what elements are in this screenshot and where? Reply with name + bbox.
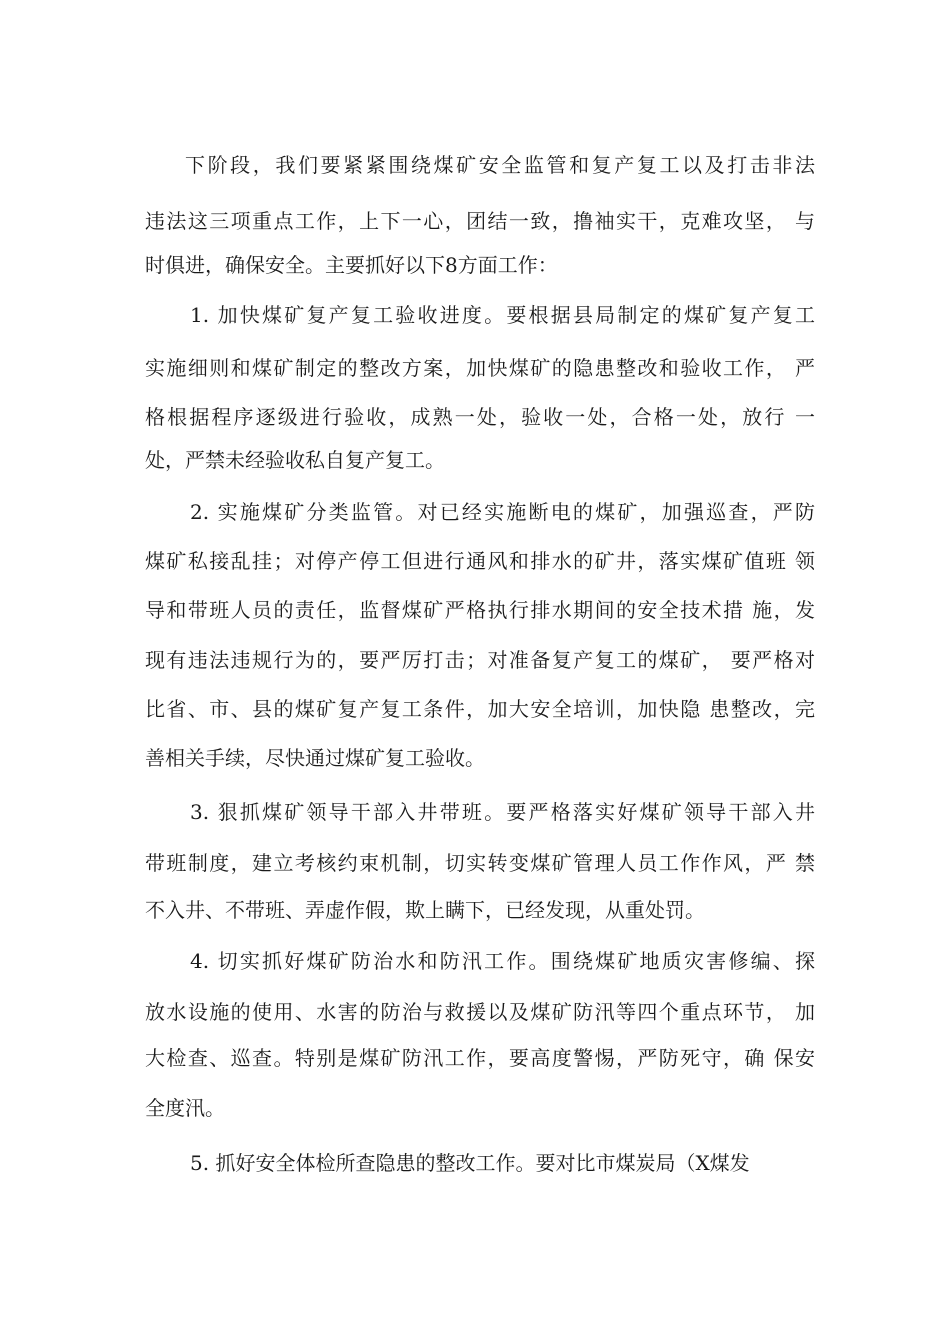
paragraph-4-line-2: 带班制度，建立考核约束机制，切实转变煤矿管理人员工作作风，严 禁 bbox=[145, 851, 815, 875]
paragraph-2-line-1: 1. 加快煤矿复产复工验收进度。要根据县局制定的煤矿复产复工 bbox=[190, 303, 815, 327]
paragraph-6-line-1: 5. 抓好安全体检所查隐患的整改工作。要对比市煤炭局（X煤发 bbox=[190, 1151, 750, 1175]
paragraph-2-line-4: 处，严禁未经验收私自复产复工。 bbox=[145, 448, 445, 472]
paragraph-4-line-1: 3. 狠抓煤矿领导干部入井带班。要严格落实好煤矿领导干部入井 bbox=[190, 800, 815, 824]
paragraph-4-line-3: 不入井、不带班、弄虚作假，欺上瞒下，已经发现，从重处罚。 bbox=[145, 898, 705, 922]
paragraph-1-line-2: 违法这三项重点工作，上下一心，团结一致，撸袖实干，克难攻坚， 与 bbox=[145, 209, 815, 233]
paragraph-3-line-5: 比省、市、县的煤矿复产复工条件，加大安全培训，加快隐 患整改，完 bbox=[145, 697, 815, 721]
paragraph-5-line-2: 放水设施的使用、水害的防治与救援以及煤矿防汛等四个重点环节， 加 bbox=[145, 1000, 815, 1024]
paragraph-1-line-3: 时俱进，确保安全。主要抓好以下8方面工作： bbox=[145, 253, 558, 277]
paragraph-3-line-3: 导和带班人员的责任，监督煤矿严格执行排水期间的安全技术措 施，发 bbox=[145, 598, 815, 622]
paragraph-5-line-1: 4. 切实抓好煤矿防治水和防汛工作。围绕煤矿地质灾害修编、探 bbox=[190, 949, 815, 973]
paragraph-3-line-4: 现有违法违规行为的，要严厉打击；对准备复产复工的煤矿， 要严格对 bbox=[145, 648, 815, 672]
paragraph-3-line-6: 善相关手续，尽快通过煤矿复工验收。 bbox=[145, 746, 485, 770]
paragraph-5-line-3: 大检查、巡查。特别是煤矿防汛工作，要高度警惕，严防死守，确 保安 bbox=[145, 1046, 815, 1070]
paragraph-5-line-4: 全度汛。 bbox=[145, 1096, 225, 1120]
paragraph-1-line-1: 下阶段，我们要紧紧围绕煤矿安全监管和复产复工以及打击非法 bbox=[185, 153, 815, 177]
paragraph-2-line-3: 格根据程序逐级进行验收，成熟一处，验收一处，合格一处，放行 一 bbox=[145, 405, 815, 429]
paragraph-2-line-2: 实施细则和煤矿制定的整改方案，加快煤矿的隐患整改和验收工作， 严 bbox=[145, 356, 815, 380]
paragraph-3-line-1: 2. 实施煤矿分类监管。对已经实施断电的煤矿，加强巡查，严防 bbox=[190, 500, 815, 524]
paragraph-3-line-2: 煤矿私接乱挂；对停产停工但进行通风和排水的矿井，落实煤矿值班 领 bbox=[145, 549, 815, 573]
